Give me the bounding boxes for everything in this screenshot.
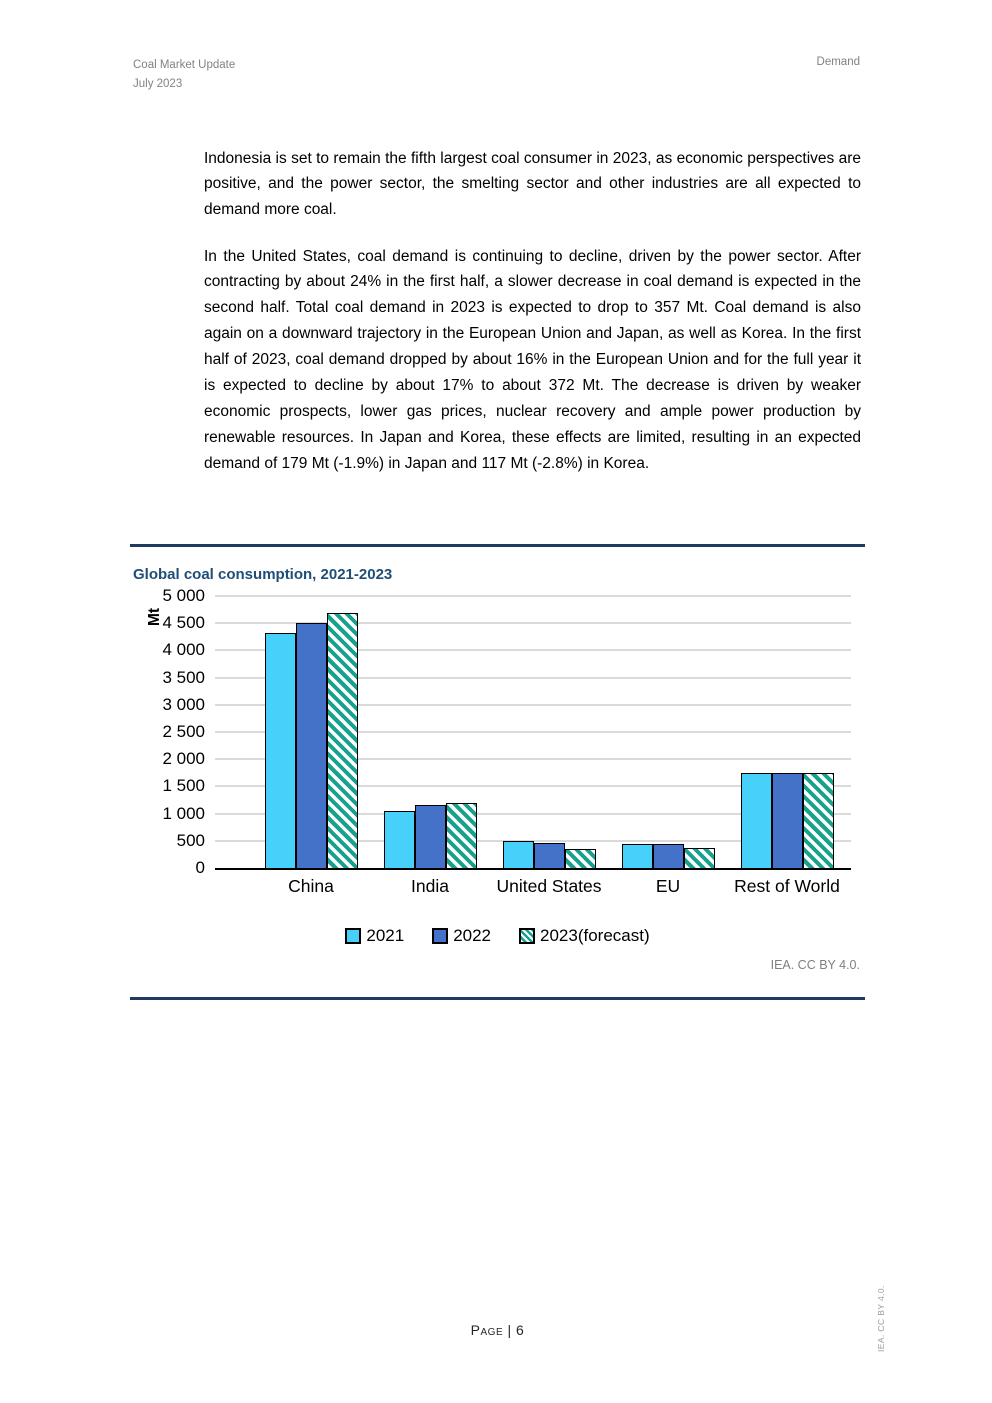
y-axis	[130, 586, 205, 878]
x-category-label: United States	[496, 876, 602, 896]
figure-top-rule	[130, 544, 865, 547]
bar-united-states-2022	[534, 843, 565, 868]
bar-eu-2021	[622, 844, 653, 868]
legend-swatch	[519, 928, 535, 944]
bar-eu-2023-forecast-	[684, 848, 715, 868]
bar-united-states-2021	[503, 841, 534, 868]
figure-bottom-rule	[130, 997, 865, 1000]
y-tick-label: 4 000	[162, 640, 205, 660]
legend-label: 2021	[366, 926, 405, 945]
legend-item-2021	[345, 926, 404, 946]
chart-legend	[130, 926, 865, 946]
bar-india-2021	[384, 811, 415, 868]
gridline	[215, 595, 851, 597]
y-tick-label: 2 000	[162, 749, 205, 769]
legend-label: 2022	[453, 926, 492, 945]
plot-area	[215, 596, 851, 870]
side-credit-vertical: IEA. CC BY 4.0.	[876, 1285, 886, 1352]
bar-india-2022	[415, 805, 446, 868]
body-paragraph-1: Indonesia is set to remain the fifth largest coal consumer in 2023, as economic perspectives are positive, and the power sector, the smelting sector and other industries are all expected to demand more coal.	[204, 149, 861, 219]
legend-item-2023-forecast-	[519, 926, 650, 946]
x-category-label: China	[288, 876, 334, 896]
legend-label: 2023(forecast)	[540, 926, 650, 945]
x-category-label: India	[411, 876, 449, 896]
y-tick-label: 3 500	[162, 667, 205, 687]
legend-swatch	[432, 928, 448, 944]
document-title: Coal Market Update	[133, 59, 236, 71]
bar-china-2021	[265, 633, 296, 868]
header-left	[133, 56, 235, 94]
bar-united-states-2023-forecast-	[565, 849, 596, 868]
bar-china-2023-forecast-	[327, 613, 358, 868]
y-tick-label: 5 000	[162, 586, 205, 605]
bar-eu-2022	[653, 844, 684, 868]
y-tick-label: 2 500	[162, 722, 205, 741]
x-category-label: EU	[655, 876, 681, 896]
bar-china-2022	[296, 623, 327, 868]
document-date: July 2023	[133, 78, 183, 90]
y-tick-label: 0	[195, 858, 205, 877]
y-axis-label: Mt	[146, 607, 163, 627]
y-tick-label: 500	[176, 830, 205, 850]
bar-rest-of-world-2021	[741, 773, 772, 868]
body-paragraph-2: In the United States, coal demand is continuing to decline, driven by the power sector. After contracting by about 24% in the first half, a slower decrease in coal demand is expected in the second half. Total coal demand in 2023 is expected to drop to 357 Mt. Coal demand is also again on a downward trajectory in the European Union and Japan, as well as Korea. In the first half of 2023, coal demand dropped by about 16% in the European Union and for the full year it is expected to decline by about 17% to about 372 Mt. The decrease is driven by weaker economic prospects, lower gas prices, nuclear recovery and ample power production by renewable resources. In Japan and Korea, these effects are limited, resulting in an expected demand of 179 Mt (-1.9%) in Japan and 117 Mt (-2.8%) in Korea.	[204, 247, 861, 472]
figure-credit: IEA. CC BY 4.0.	[770, 958, 860, 972]
chart-title: Global coal consumption, 2021-2023	[133, 566, 393, 584]
bar-rest-of-world-2022	[772, 773, 803, 868]
legend-item-2022	[432, 926, 491, 946]
x-category-label: Rest of World	[734, 876, 840, 896]
y-tick-label: 4 500	[162, 613, 205, 633]
x-axis-labels	[215, 876, 851, 900]
header-section: Demand	[816, 56, 860, 68]
bar-india-2023-forecast-	[446, 803, 477, 868]
page-number: Page | 6	[470, 1322, 525, 1338]
y-tick-label: 1 000	[162, 803, 205, 823]
bar-rest-of-world-2023-forecast-	[803, 773, 834, 868]
y-tick-label: 3 000	[162, 694, 205, 714]
y-tick-label: 1 500	[162, 776, 205, 796]
legend-swatch	[345, 928, 361, 944]
